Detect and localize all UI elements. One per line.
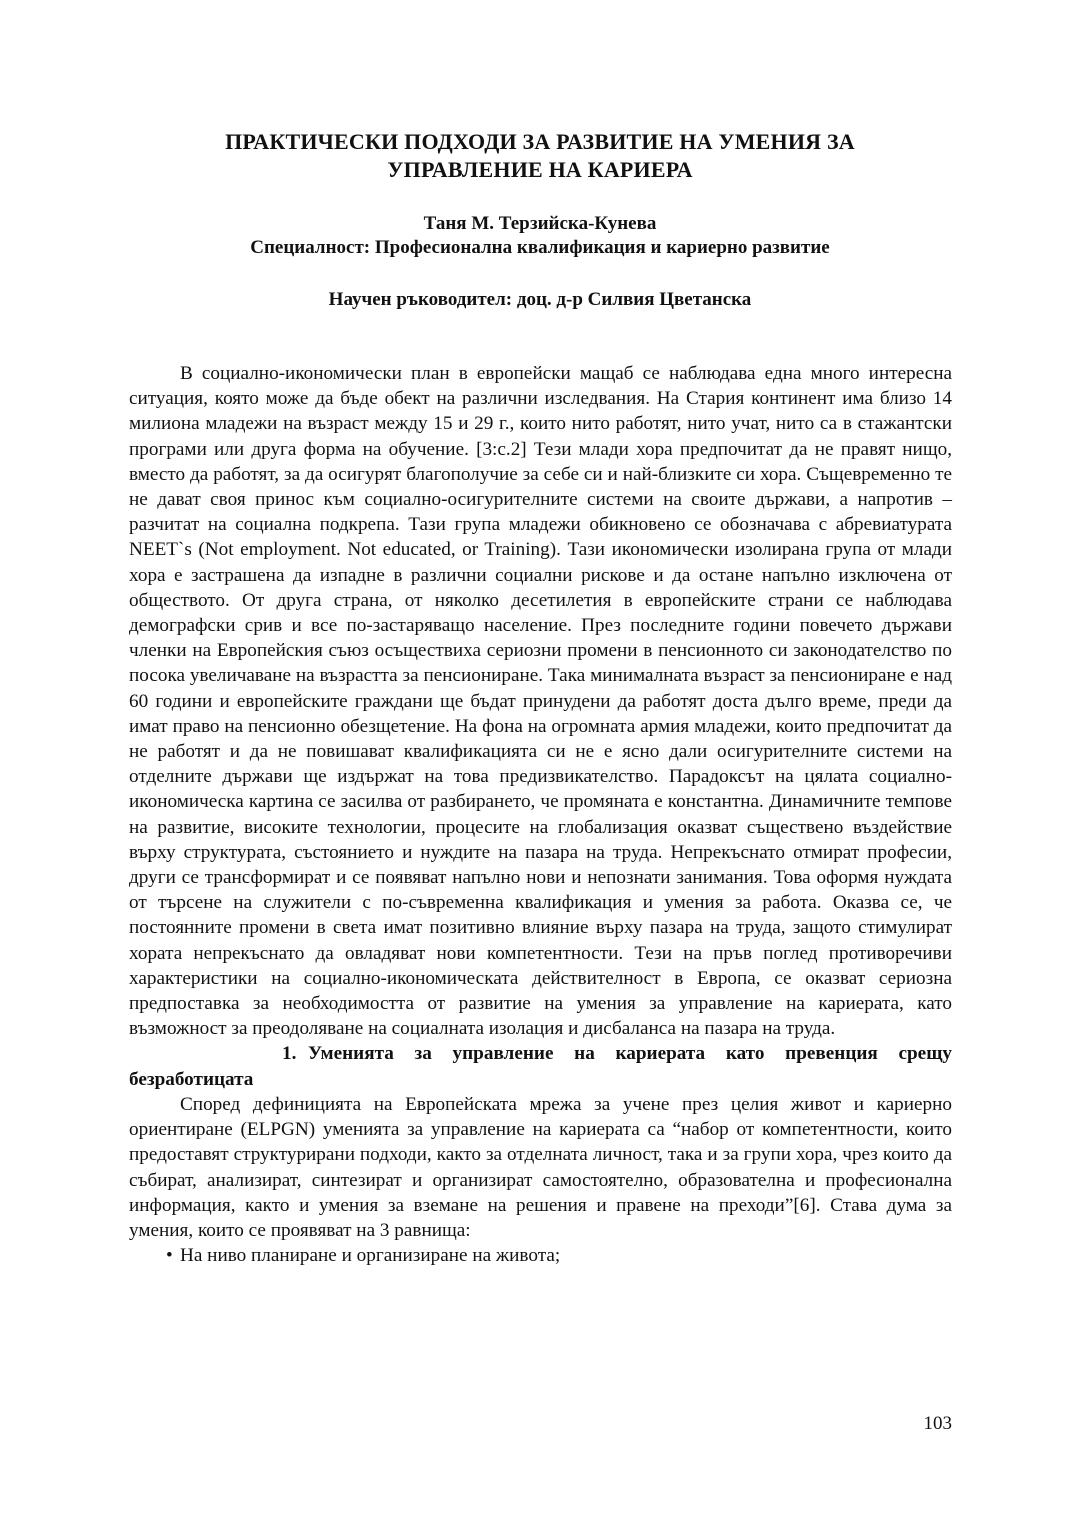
section-heading-1 <box>129 1041 952 1091</box>
bullet-icon: • <box>166 1245 173 1267</box>
paper-title-line-1: ПРАКТИЧЕСКИ ПОДХОДИ ЗА РАЗВИТИЕ НА УМЕНИЯ ЗА <box>225 129 855 154</box>
paragraph-intro: В социално-икономически план в европейски мащаб се наблюдава една много интересна ситуация, която може да бъде обект на различни изследвания. На Стария континент има близо 14 милиона младежи на възраст между 15 и 29 г., които нито работят, нито учат, нито са в стажантски програми или друга форма на обучение. [3:с.2] Тези млади хора предпочитат да не правят нищо, вместо да работят, за да осигурят благополучие за себе си и най-близките си хора. Същевременно те не дават своя принос към социално-осигурителните системи на своите държави, а напротив – разчитат на социална подкрепа. Тази група младежи обикновено се обозначава с абревиатурата NEET`s (Not employment. Not educated, or Training). Тази икономически изолирана група от млади хора е застрашена да изпадне в различни социални рискове и да остане напълно изключена от обществото. От друга страна, от няколко десетилетия в европейските страни се наблюдава демографски срив и все по-застаряващо население. През последните години повечето държави членки на Европейския съюз осъществиха сериозни промени в пенсионното си законодателство по посока увеличаване на възрастта за пенсиониране. Така минималната възраст за пенсиониране е над 60 години и европейските граждани ще бъдат принудени да работят доста дълго време, преди да имат право на пенсионно обезщетение. На фона на огромната армия младежи, които предпочитат да не работят и да не повишават квалификацията си не е ясно дали осигурителните системи на отделните държави ще издържат на това предизвикателство. Парадоксът на цялата социално-икономическа картина се засилва от разбирането, че промяната е константна. Динамичните темпове на развитие, високите технологии, процесите на глобализация оказват съществено въздействие върху структурата, състоянието и нуждите на пазара на труда. Непрекъснато отмират професии, други се трансформират и се появяват напълно нови и непознати занимания. Това оформя нуждата от търсене на служители с по-съвременна квалификация и умения за работа. Оказва се, че постоянните промени в света имат позитивно влияние върху пазара на труда, защото стимулират хората непрекъснато да овладяват нови компетентности. Тези на пръв поглед противоречиви характеристики на социално-икономическата действителност в Европа, се оказват сериозна предпоставка за необходимостта от развитие на умения за управление на кариерата, като възможност за преодоляване на социалната изолация и дисбаланса на пазара на труда. <box>129 363 952 1040</box>
paragraph-definition: Според дефиницията на Европейската мрежа за учене през целия живот и кариерно ориентиране (ELPGN) уменията за управление на кариерата са “набор от компетентности, които предоставят структурирани подходи, както за отделната личност, така и за групи хора, чрез които да събират, анализират, синтезират и организират самостоятелно, образователна и професионална информация, както и умения за вземане на решения и правене на преходи”[6]. Става дума за умения, които се проявяват на 3 равнища: <box>129 1093 952 1241</box>
author-specialty: Специалност: Професионална квалификация и кариерно развитие <box>250 237 830 258</box>
bullet-item <box>129 1243 952 1268</box>
section-number: 1. <box>282 1043 297 1065</box>
paper-title <box>130 128 950 184</box>
author-block <box>130 212 950 260</box>
section-heading-text: Уменията за управление на кариерата като превенция срещу безработицата <box>129 1043 952 1090</box>
author-name: Таня М. Терзийска-Кунева <box>423 213 657 234</box>
supervisor: Научен ръководител: доц. д-р Силвия Цветанска <box>328 289 752 310</box>
body-text <box>129 361 952 1268</box>
paper-title-line-2: УПРАВЛЕНИЕ НА КАРИЕРА <box>387 157 693 182</box>
bullet-item-text: На ниво планиране и организиране на живота; <box>180 1245 561 1267</box>
page-number: 103 <box>923 1413 952 1434</box>
